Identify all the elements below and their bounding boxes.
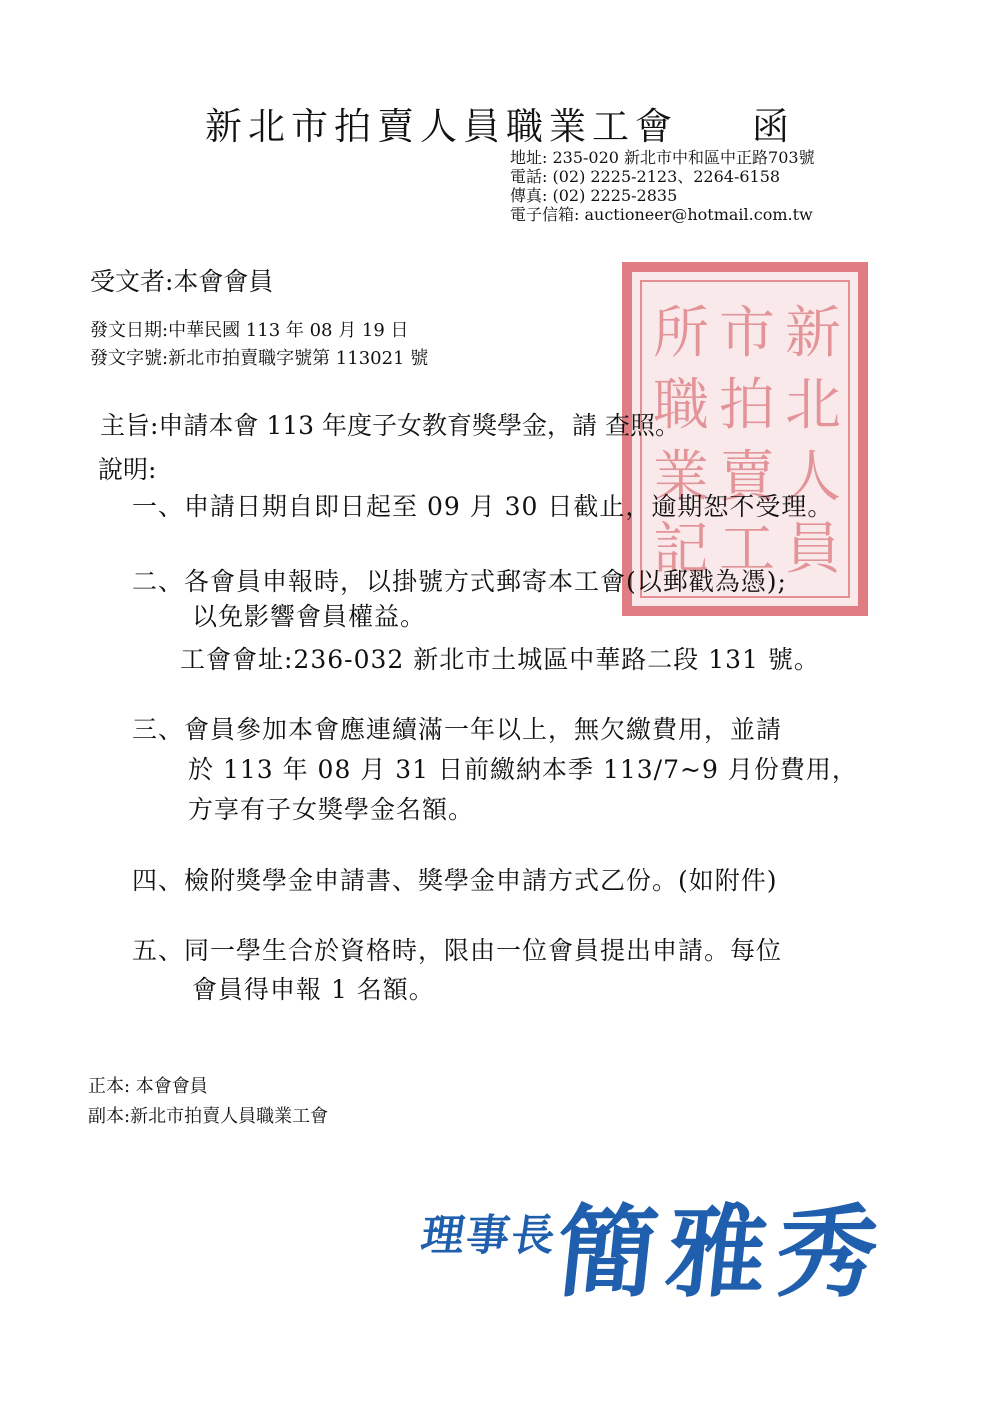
contact-email: 電子信箱: auctioneer@hotmail.com.tw (510, 205, 813, 224)
item-one: 一、申請日期自即日起至 09 月 30 日截止，逾期恕不受理。 (132, 492, 834, 521)
recipient: 受文者:本會會員 (90, 267, 274, 296)
chairperson-signature-stamp (408, 1168, 908, 1311)
contact-address: 地址: 235-020 新北市中和區中正路703號 (510, 148, 815, 167)
item-five-line1: 五、同一學生合於資格時，限由一位會員提出申請。每位 (132, 936, 783, 965)
description-label: 說明: (98, 455, 157, 484)
copy-original: 正本: 本會會員 (88, 1076, 208, 1097)
item-three-line1: 三、會員參加本會應連續滿一年以上，無欠繳費用，並請 (132, 715, 783, 744)
contact-fax: 傳真: (02) 2225-2835 (510, 186, 678, 205)
item-two-address: 工會會址:236-032 新北市土城區中華路二段 131 號。 (180, 645, 820, 674)
item-two-line1: 二、各會員申報時，以掛號方式郵寄本工會(以郵戳為憑); (132, 567, 787, 596)
document-number: 發文字號:新北市拍賣職字號第 113021 號 (90, 348, 429, 369)
letterhead-title: 新北市拍賣人員職業工會 (205, 105, 678, 148)
signature-role: 理事長 (417, 1211, 561, 1261)
seal-glyphs: 所 市 新 職 拍 北 業 賣 人 記 工 員 (653, 301, 841, 582)
item-three-line3: 方享有子女獎學金名額。 (188, 795, 475, 824)
signature-name: 簡雅秀 (550, 1194, 894, 1311)
issue-date: 發文日期:中華民國 113 年 08 月 19 日 (90, 320, 409, 341)
subject: 主旨:申請本會 113 年度子女教育獎學金，請 查照。 (100, 411, 680, 440)
item-two-line2: 以免影響會員權益。 (192, 602, 427, 631)
item-four: 四、檢附獎學金申請書、獎學金申請方式乙份。(如附件) (132, 866, 778, 895)
item-three-line2: 於 113 年 08 月 31 日前繳納本季 113/7~9 月份費用， (188, 755, 858, 784)
contact-phone: 電話: (02) 2225-2123、2264-6158 (510, 167, 781, 186)
document-type: 函 (752, 105, 789, 148)
copy-duplicate: 副本:新北市拍賣人員職業工會 (88, 1106, 329, 1127)
item-five-line2: 會員得申報 1 名額。 (192, 975, 435, 1004)
